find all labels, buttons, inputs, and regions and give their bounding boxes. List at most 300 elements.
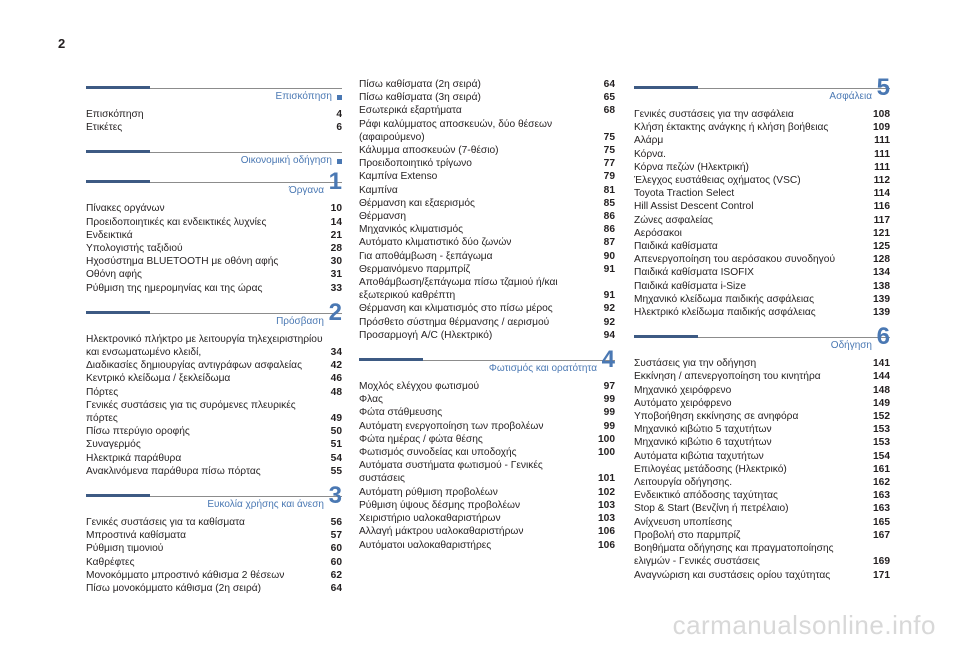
toc-entry[interactable] bbox=[359, 525, 615, 538]
section-title: Ευκολία χρήσης και άνεση bbox=[207, 499, 324, 511]
toc-entry[interactable] bbox=[359, 210, 615, 223]
toc-entry-title: Θερμαινόμενο παρμπρίζ bbox=[359, 263, 471, 275]
toc-entry-title: Κεντρικό κλείδωμα / ξεκλείδωμα bbox=[86, 373, 231, 385]
toc-entry-page: 46 bbox=[330, 373, 342, 385]
toc-entry-title: Αυτόματα κιβώτια ταχυτήτων bbox=[634, 450, 764, 462]
toc-entry-page: 116 bbox=[873, 201, 890, 213]
toc-entry[interactable] bbox=[86, 399, 342, 425]
toc-entry-page: 64 bbox=[603, 79, 615, 90]
toc-entry[interactable] bbox=[634, 397, 890, 410]
toc-entry[interactable] bbox=[359, 380, 615, 393]
toc-entry-page: 99 bbox=[603, 420, 615, 432]
toc-entry-page: 103 bbox=[598, 499, 615, 511]
toc-entry-page: 90 bbox=[603, 250, 615, 262]
section-divider-accent bbox=[86, 494, 150, 497]
toc-entry[interactable] bbox=[86, 542, 342, 555]
toc-entry-title: Αυτόματοι υαλοκαθαριστήρες bbox=[359, 539, 492, 551]
toc-entry-page: 138 bbox=[873, 280, 890, 292]
toc-entry-page: 31 bbox=[330, 269, 342, 281]
toc-entry-page: 85 bbox=[603, 197, 615, 209]
toc-entry[interactable] bbox=[634, 476, 890, 489]
toc-column-1 bbox=[86, 78, 342, 603]
toc-entry-page: 81 bbox=[603, 184, 615, 196]
toc-entry[interactable] bbox=[634, 240, 890, 253]
section-title: Οικονομική οδήγηση bbox=[240, 155, 332, 167]
toc-entry[interactable] bbox=[359, 118, 615, 144]
toc-entry[interactable] bbox=[359, 459, 615, 485]
toc-entry[interactable] bbox=[634, 370, 890, 383]
section-title: Πρόσβαση bbox=[276, 315, 324, 327]
toc-section bbox=[86, 78, 342, 142]
toc-entry-page: 103 bbox=[598, 513, 615, 525]
section-divider-accent bbox=[86, 180, 150, 183]
toc-entry[interactable] bbox=[634, 357, 890, 370]
toc-entry-page: 144 bbox=[873, 371, 890, 383]
toc-entry-page: 62 bbox=[330, 569, 342, 581]
toc-entry-page: 152 bbox=[873, 411, 890, 423]
toc-entry-page: 111 bbox=[874, 135, 890, 147]
toc-entry[interactable] bbox=[359, 157, 615, 170]
toc-entry[interactable] bbox=[86, 569, 342, 582]
section-header bbox=[634, 323, 890, 357]
section-marker-icon bbox=[337, 95, 342, 100]
toc-entry[interactable] bbox=[359, 250, 615, 263]
toc-entry-page: 125 bbox=[873, 241, 890, 253]
toc-entry-page: 21 bbox=[330, 229, 342, 241]
toc-entry-title: Συναγερμός bbox=[86, 439, 141, 451]
toc-entry-title: Επισκόπηση bbox=[86, 109, 144, 120]
toc-entry-page: 161 bbox=[873, 463, 890, 475]
toc-entry-title: Θέρμανση bbox=[359, 211, 407, 223]
toc-entry-title: Πίσω πτερύγιο οροφής bbox=[86, 426, 190, 438]
toc-entry-page: 101 bbox=[598, 473, 615, 485]
toc-entry[interactable] bbox=[86, 268, 342, 281]
toc-entry-page: 141 bbox=[873, 358, 890, 370]
toc-entry[interactable] bbox=[86, 516, 342, 529]
toc-entry-page: 91 bbox=[603, 263, 615, 275]
toc-entry-title: Επιλογέας μετάδοσης (Ηλεκτρικό) bbox=[634, 463, 787, 475]
toc-entry-title: Πίνακες οργάνων bbox=[86, 203, 165, 215]
toc-entry[interactable] bbox=[634, 121, 890, 134]
section-title: Οδήγηση bbox=[830, 340, 872, 352]
section-header bbox=[86, 142, 342, 172]
page-number: 2 bbox=[58, 36, 66, 51]
toc-section bbox=[86, 142, 342, 172]
section-number: 1 bbox=[328, 168, 342, 196]
toc-entry[interactable] bbox=[86, 359, 342, 372]
toc-entry-title: Οθόνη αφής bbox=[86, 269, 142, 281]
toc-entry-page: 128 bbox=[873, 254, 890, 266]
toc-entry-title: Αυτόματη ενεργοποίηση των προβολέων bbox=[359, 420, 544, 432]
section-divider-accent bbox=[634, 86, 698, 89]
toc-entry-page: 153 bbox=[873, 437, 890, 449]
toc-entry[interactable] bbox=[634, 174, 890, 187]
toc-entry-page: 139 bbox=[873, 293, 890, 305]
toc-entry-title: Αυτόματη ρύθμιση προβολέων bbox=[359, 486, 498, 498]
toc-entry-page: 167 bbox=[873, 529, 890, 541]
toc-entry[interactable] bbox=[359, 197, 615, 210]
section-header bbox=[86, 298, 342, 333]
section-header bbox=[86, 168, 342, 202]
toc-column-2 bbox=[359, 78, 615, 560]
toc-entry-title: Ρύθμιση τιμονιού bbox=[86, 543, 164, 555]
toc-entry-title: Προειδοποιητικές και ενδεικτικές λυχνίες bbox=[86, 216, 267, 228]
toc-entry-title: Γενικές συστάσεις για την ασφάλεια bbox=[634, 109, 794, 120]
toc-column-3 bbox=[634, 74, 890, 590]
toc-entry-page: 34 bbox=[330, 347, 342, 359]
toc-entry-page: 6 bbox=[336, 122, 342, 134]
toc-entry-page: 108 bbox=[873, 109, 890, 120]
toc-entry-page: 171 bbox=[873, 569, 890, 581]
toc-entry-page: 75 bbox=[603, 145, 615, 157]
toc-entry-title: Καμπίνα bbox=[359, 184, 398, 196]
toc-entry-title: Αυτόματα συστήματα φωτισμού - Γενικές συστάσεις bbox=[359, 460, 543, 485]
section-header bbox=[359, 346, 615, 380]
toc-entry[interactable] bbox=[359, 539, 615, 552]
toc-entry[interactable] bbox=[359, 184, 615, 197]
toc-entry-title: Προσαρμογή A/C (Ηλεκτρικό) bbox=[359, 329, 493, 341]
toc-entry-page: 54 bbox=[330, 452, 342, 464]
toc-entry[interactable] bbox=[359, 236, 615, 249]
toc-entry[interactable] bbox=[86, 121, 342, 134]
toc-entry[interactable] bbox=[634, 187, 890, 200]
toc-entry[interactable] bbox=[359, 223, 615, 236]
toc-entry-page: 111 bbox=[874, 161, 890, 173]
toc-entry[interactable] bbox=[359, 433, 615, 446]
toc-entry-title: Εκκίνηση / απενεργοποίηση του κινητήρα bbox=[634, 371, 821, 383]
toc-entry-page: 30 bbox=[330, 256, 342, 268]
toc-entry[interactable] bbox=[634, 463, 890, 476]
toc-entry[interactable] bbox=[359, 263, 615, 276]
toc-entry[interactable] bbox=[634, 569, 890, 582]
toc-entry-title: Ανίχνευση υποπίεσης bbox=[634, 516, 732, 528]
toc-entry-title: Πίσω μονοκόμματο κάθισμα (2η σειρά) bbox=[86, 583, 262, 595]
toc-entry[interactable] bbox=[86, 282, 342, 295]
toc-entry-page: 57 bbox=[330, 530, 342, 542]
toc-entry[interactable] bbox=[634, 227, 890, 240]
toc-entry-page: 14 bbox=[330, 216, 342, 228]
toc-entry-page: 77 bbox=[603, 158, 615, 170]
toc-entry-title: Θέρμανση και εξαερισμός bbox=[359, 197, 475, 209]
toc-entry-title: Πίσω καθίσματα (3η σειρά) bbox=[359, 92, 481, 104]
toc-entry[interactable] bbox=[634, 280, 890, 293]
section-marker-icon bbox=[337, 159, 342, 164]
toc-entry[interactable] bbox=[359, 302, 615, 315]
toc-section bbox=[359, 346, 615, 560]
toc-entry-page: 121 bbox=[873, 227, 890, 239]
toc-entry[interactable] bbox=[86, 556, 342, 569]
toc-entry[interactable] bbox=[86, 202, 342, 215]
toc-entry-page: 106 bbox=[598, 539, 615, 551]
toc-entry-page: 100 bbox=[598, 447, 615, 459]
toc-entry[interactable] bbox=[634, 384, 890, 397]
toc-entry-title: Ετικέτες bbox=[86, 122, 123, 134]
section-title: Επισκόπηση bbox=[275, 91, 332, 102]
toc-entry-page: 112 bbox=[873, 175, 890, 187]
toc-entry-title: Προειδοποιητικό τρίγωνο bbox=[359, 158, 472, 170]
toc-section bbox=[86, 482, 342, 603]
toc-entry-page: 163 bbox=[873, 503, 890, 515]
toc-entry[interactable] bbox=[359, 512, 615, 525]
section-header bbox=[86, 482, 342, 516]
toc-entry-page: 92 bbox=[603, 316, 615, 328]
section-title: Ασφάλεια bbox=[829, 91, 872, 102]
toc-entry-title: Hill Assist Descent Control bbox=[634, 201, 754, 213]
section-header bbox=[86, 78, 342, 108]
toc-entry-page: 49 bbox=[330, 413, 342, 425]
toc-entry-title: Ζώνες ασφαλείας bbox=[634, 214, 713, 226]
toc-entry-page: 60 bbox=[330, 556, 342, 568]
toc-entry[interactable] bbox=[359, 276, 615, 302]
toc-entry-title: Stop & Start (Βενζίνη ή πετρέλαιο) bbox=[634, 503, 789, 515]
toc-entry[interactable] bbox=[634, 266, 890, 279]
toc-entry-page: 97 bbox=[603, 381, 615, 393]
toc-entry-title: Παιδικά καθίσματα bbox=[634, 241, 718, 253]
toc-entry-title: Κόρνα πεζών (Ηλεκτρική) bbox=[634, 161, 749, 173]
toc-section bbox=[634, 323, 890, 589]
toc-entry-title: Διαδικασίες δημιουργίας αντιγράφων ασφαλείας bbox=[86, 360, 302, 372]
toc-entry-page: 163 bbox=[873, 490, 890, 502]
toc-entry[interactable] bbox=[359, 316, 615, 329]
toc-entry-title: Κλήση έκτακτης ανάγκης ή κλήση βοήθειας bbox=[634, 122, 829, 134]
toc-entry-title: Ενδεικτικό απόδοσης ταχύτητας bbox=[634, 490, 778, 502]
section-divider-accent bbox=[86, 311, 150, 314]
toc-entry[interactable] bbox=[634, 542, 890, 568]
toc-entry-title: Λειτουργία οδήγησης. bbox=[634, 477, 733, 489]
toc-entry[interactable] bbox=[359, 78, 615, 91]
toc-entry[interactable] bbox=[86, 529, 342, 542]
toc-entry-page: 111 bbox=[874, 148, 890, 160]
toc-entry-title: Γενικές συστάσεις για τα καθίσματα bbox=[86, 517, 245, 529]
toc-entry[interactable] bbox=[359, 329, 615, 342]
section-divider-accent bbox=[359, 358, 423, 361]
toc-entry-page: 28 bbox=[330, 243, 342, 255]
toc-entry-page: 94 bbox=[603, 329, 615, 341]
toc-entry-title: Κάλυμμα αποσκευών (7-θέσιο) bbox=[359, 145, 499, 157]
toc-entry-page: 165 bbox=[873, 516, 890, 528]
toc-entry[interactable] bbox=[634, 436, 890, 449]
toc-section bbox=[86, 298, 342, 486]
toc-entry-page: 55 bbox=[330, 465, 342, 477]
toc-entry-title: Μηχανικό κιβώτιο 6 ταχυτήτων bbox=[634, 437, 772, 449]
toc-entry[interactable] bbox=[359, 486, 615, 499]
toc-entry-title: Πίσω καθίσματα (2η σειρά) bbox=[359, 79, 481, 90]
section-number: 2 bbox=[328, 298, 342, 326]
toc-entry[interactable] bbox=[634, 108, 890, 121]
toc-entry-title: Φλας bbox=[359, 394, 383, 406]
toc-entry-page: 169 bbox=[873, 556, 890, 568]
toc-entry[interactable] bbox=[634, 148, 890, 161]
watermark: carmanualsonline.info bbox=[672, 610, 936, 640]
toc-entry-title: Ανακλινόμενα παράθυρα πίσω πόρτας bbox=[86, 465, 261, 477]
toc-entry[interactable] bbox=[86, 425, 342, 438]
toc-entry-page: 86 bbox=[603, 224, 615, 236]
toc-entry-page: 149 bbox=[873, 397, 890, 409]
section-number: 3 bbox=[328, 482, 342, 510]
toc-entry-title: Αλάρμ bbox=[634, 135, 664, 147]
toc-entry-title: Αερόσακοι bbox=[634, 227, 682, 239]
toc-entry[interactable] bbox=[634, 200, 890, 213]
toc-entry[interactable] bbox=[634, 516, 890, 529]
toc-entry-title: Υπολογιστής ταξιδιού bbox=[86, 243, 183, 255]
toc-entry[interactable] bbox=[359, 144, 615, 157]
toc-entry[interactable] bbox=[86, 465, 342, 478]
toc-entry-title: Έλεγχος ευστάθειας οχήματος (VSC) bbox=[634, 175, 801, 187]
toc-entry-title: Πρόσθετο σύστημα θέρμανσης / αερισμού bbox=[359, 316, 550, 328]
toc-entry-page: 109 bbox=[873, 122, 890, 134]
toc-entry[interactable] bbox=[359, 170, 615, 183]
toc-entry[interactable] bbox=[359, 393, 615, 406]
toc-entry-title: Μηχανικό χειρόφρενο bbox=[634, 384, 732, 396]
toc-entry-page: 42 bbox=[330, 360, 342, 372]
toc-entry[interactable] bbox=[634, 502, 890, 515]
toc-entry[interactable] bbox=[86, 452, 342, 465]
toc-entry-title: Αυτόματο κλιματιστικό δύο ζωνών bbox=[359, 237, 512, 249]
toc-entry-page: 148 bbox=[873, 384, 890, 396]
toc-entry-page: 154 bbox=[873, 450, 890, 462]
toc-entry-title: Καμπίνα Extenso bbox=[359, 171, 438, 183]
toc-entry-page: 33 bbox=[330, 282, 342, 294]
toc-entry-title: Μονοκόμματο μπροστινό κάθισμα 2 θέσεων bbox=[86, 569, 285, 581]
toc-entry[interactable] bbox=[634, 214, 890, 227]
toc-section bbox=[359, 78, 615, 350]
section-title: Φωτισμός και ορατότητα bbox=[488, 363, 597, 375]
toc-entry-title: Ηλεκτρονικό πλήκτρο με λειτουργία τηλεχειριστηρίου και ενσωματωμένο κλειδί, bbox=[86, 333, 323, 359]
toc-entry-title: Υποβοήθηση εκκίνησης σε ανηφόρα bbox=[634, 411, 799, 423]
toc-entry-title: Παιδικά καθίσματα i-Size bbox=[634, 280, 747, 292]
toc-entry[interactable] bbox=[359, 91, 615, 104]
toc-entry-page: 4 bbox=[336, 109, 342, 120]
toc-entry-page: 86 bbox=[603, 211, 615, 223]
toc-entry-page: 106 bbox=[598, 526, 615, 538]
section-divider-accent bbox=[634, 335, 698, 338]
toc-entry[interactable] bbox=[86, 242, 342, 255]
toc-entry-title: Toyota Traction Select bbox=[634, 188, 735, 200]
toc-entry[interactable] bbox=[634, 253, 890, 266]
toc-entry-page: 153 bbox=[873, 424, 890, 436]
toc-entry-title: Αναγνώριση και συστάσεις ορίου ταχύτητας bbox=[634, 569, 831, 581]
section-divider-accent bbox=[86, 150, 150, 153]
toc-entry-title: Εσωτερικά εξαρτήματα bbox=[359, 105, 462, 117]
toc-section bbox=[86, 168, 342, 302]
toc-entry-title: Απενεργοποίηση του αερόσακου συνοδηγού bbox=[634, 254, 836, 266]
toc-entry[interactable] bbox=[634, 450, 890, 463]
toc-entry-page: 99 bbox=[603, 394, 615, 406]
section-title: Όργανα bbox=[289, 185, 324, 197]
toc-entry[interactable] bbox=[86, 372, 342, 385]
toc-entry-page: 48 bbox=[330, 386, 342, 398]
toc-entry-title: Συστάσεις για την οδήγηση bbox=[634, 358, 757, 370]
toc-entry-title: Μηχανικό κιβώτιο 5 ταχυτήτων bbox=[634, 424, 772, 436]
toc-entry-title: Ηλεκτρικό κλείδωμα παιδικής ασφάλειας bbox=[634, 307, 816, 319]
toc-entry-title: Πόρτες bbox=[86, 386, 119, 398]
toc-entry-page: 139 bbox=[873, 307, 890, 319]
toc-entry[interactable] bbox=[86, 582, 342, 595]
toc-entry-page: 56 bbox=[330, 517, 342, 529]
section-divider-accent bbox=[86, 86, 150, 89]
toc-entry[interactable] bbox=[634, 161, 890, 174]
toc-entry[interactable] bbox=[634, 529, 890, 542]
toc-entry[interactable] bbox=[86, 255, 342, 268]
section-number: 5 bbox=[876, 74, 890, 101]
toc-entry-page: 65 bbox=[603, 92, 615, 104]
toc-entry-page: 10 bbox=[330, 203, 342, 215]
toc-entry-title: Θέρμανση και κλιματισμός στο πίσω μέρος bbox=[359, 303, 553, 315]
section-number: 4 bbox=[601, 346, 615, 374]
toc-entry-title: Φώτα στάθμευσης bbox=[359, 407, 443, 419]
toc-entry-title: Μοχλός ελέγχου φωτισμού bbox=[359, 381, 480, 393]
toc-entry[interactable] bbox=[86, 108, 342, 121]
toc-entry-title: Φωτισμός συνοδείας και υποδοχής bbox=[359, 447, 517, 459]
toc-entry-page: 102 bbox=[598, 486, 615, 498]
toc-entry-title: Μηχανικός κλιματισμός bbox=[359, 224, 464, 236]
toc-entry-page: 117 bbox=[873, 214, 890, 226]
toc-entry[interactable] bbox=[634, 134, 890, 147]
section-header bbox=[634, 74, 890, 108]
toc-entry-title: Ράφι καλύμματος αποσκευών, δύο θέσεων (αφαιρούμενο) bbox=[359, 118, 553, 143]
toc-entry-title: Παιδικά καθίσματα ISOFIX bbox=[634, 267, 754, 279]
toc-entry-title: Αλλαγή μάκτρου υαλοκαθαριστήρων bbox=[359, 526, 524, 538]
toc-entry-page: 91 bbox=[603, 290, 615, 302]
toc-entry[interactable] bbox=[359, 446, 615, 459]
toc-entry[interactable] bbox=[359, 499, 615, 512]
toc-entry-page: 79 bbox=[603, 171, 615, 183]
toc-entry-title: Αποθάμβωση/ξεπάγωμα πίσω τζαμιού ή/και εξωτερικού καθρέπτη bbox=[359, 277, 558, 302]
toc-entry-title: Ρύθμιση ύψους δέσμης προβολέων bbox=[359, 499, 521, 511]
toc-entry-page: 87 bbox=[603, 237, 615, 249]
toc-entry-page: 162 bbox=[873, 477, 890, 489]
toc-entry-title: Για αποθάμβωση - ξεπάγωμα bbox=[359, 250, 493, 262]
toc-entry-title: Ηλεκτρικά παράθυρα bbox=[86, 452, 182, 464]
toc-entry-title: Ρύθμιση της ημερομηνίας και της ώρας bbox=[86, 282, 263, 294]
toc-section bbox=[634, 74, 890, 327]
toc-entry-page: 68 bbox=[603, 105, 615, 117]
toc-entry[interactable] bbox=[634, 293, 890, 306]
toc-entry[interactable] bbox=[359, 406, 615, 419]
toc-entry-page: 64 bbox=[330, 583, 342, 595]
toc-entry-page: 51 bbox=[330, 439, 342, 451]
toc-entry-page: 100 bbox=[598, 433, 615, 445]
toc-entry-page: 75 bbox=[603, 131, 615, 143]
toc-entry-page: 114 bbox=[873, 188, 890, 200]
toc-entry[interactable] bbox=[359, 104, 615, 117]
toc-entry-page: 60 bbox=[330, 543, 342, 555]
toc-entry-title: Ενδεικτικά bbox=[86, 229, 133, 241]
toc-entry-page: 50 bbox=[330, 426, 342, 438]
toc-entry-title: Βοηθήματα οδήγησης και πραγματοποίησης ελιγμών - Γενικές συστάσεις bbox=[634, 543, 834, 568]
toc-entry[interactable] bbox=[634, 423, 890, 436]
toc-entry[interactable] bbox=[86, 229, 342, 242]
toc-entry[interactable] bbox=[634, 489, 890, 502]
toc-entry-title: Χειριστήριο υαλοκαθαριστήρων bbox=[359, 513, 501, 525]
toc-entry[interactable] bbox=[634, 306, 890, 319]
toc-entry-title: Φώτα ημέρας / φώτα θέσης bbox=[359, 433, 483, 445]
toc-entry-title: Αυτόματο χειρόφρενο bbox=[634, 397, 732, 409]
toc-entry[interactable] bbox=[86, 386, 342, 399]
toc-entry[interactable] bbox=[86, 333, 342, 359]
toc-entry[interactable] bbox=[359, 420, 615, 433]
toc-entry-page: 134 bbox=[873, 267, 890, 279]
toc-entry-title: Καθρέφτες bbox=[86, 556, 135, 568]
toc-entry[interactable] bbox=[86, 438, 342, 451]
toc-entry-title: Μπροστινά καθίσματα bbox=[86, 530, 186, 542]
toc-entry[interactable] bbox=[634, 410, 890, 423]
toc-entry-title: Προβολή στο παρμπρίζ bbox=[634, 529, 741, 541]
toc-entry[interactable] bbox=[86, 216, 342, 229]
toc-entry-title: Ηχοσύστημα BLUETOOTH με οθόνη αφής bbox=[86, 256, 279, 268]
toc-entry-page: 99 bbox=[603, 407, 615, 419]
toc-entry-page: 92 bbox=[603, 303, 615, 315]
